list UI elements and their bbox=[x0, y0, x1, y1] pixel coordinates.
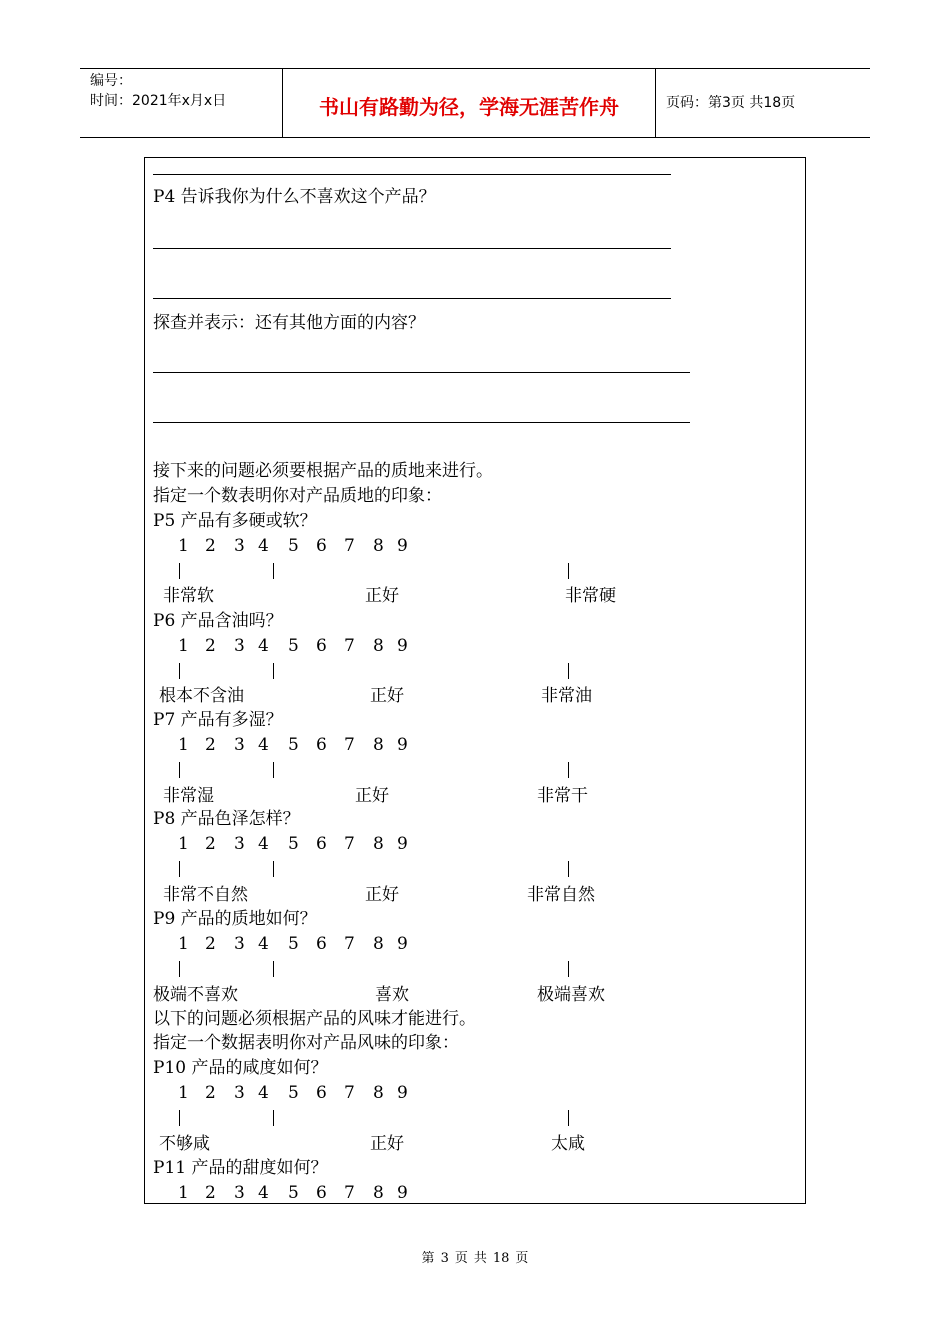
scale-number: 6 bbox=[316, 1083, 327, 1103]
scale-tick bbox=[179, 762, 180, 778]
question-p4: P4 告诉我你为什么不喜欢这个产品？ bbox=[153, 187, 436, 207]
scale-number: 4 bbox=[258, 536, 269, 556]
scale-tick bbox=[273, 663, 274, 679]
scale-number: 8 bbox=[373, 735, 384, 755]
scale-number: 9 bbox=[397, 536, 408, 556]
scale-number: 7 bbox=[344, 735, 355, 755]
scale-tick bbox=[568, 563, 569, 579]
scale-number: 9 bbox=[397, 834, 408, 854]
number-label: 编号： bbox=[90, 73, 132, 89]
footer-total-num: 18 bbox=[492, 1251, 510, 1266]
scale-left-label: 不够咸 bbox=[159, 1134, 210, 1154]
scale-mid-label: 正好 bbox=[365, 885, 399, 905]
scale-tick bbox=[273, 861, 274, 877]
scale-number: 9 bbox=[397, 1083, 408, 1103]
scale-number: 7 bbox=[344, 934, 355, 954]
scale-number: 1 bbox=[178, 735, 189, 755]
scale-left-label: 非常不自然 bbox=[163, 885, 248, 905]
scale-number: 2 bbox=[205, 934, 216, 954]
scale-number: 7 bbox=[344, 636, 355, 656]
scale-number: 5 bbox=[288, 735, 299, 755]
scale-number: 8 bbox=[373, 1083, 384, 1103]
scale-number: 9 bbox=[397, 636, 408, 656]
page-header bbox=[80, 68, 870, 138]
scale-left-label: 非常软 bbox=[163, 586, 214, 606]
texture-intro-2: 指定一个数表明你对产品质地的印象： bbox=[153, 486, 442, 506]
scale-number: 5 bbox=[288, 1183, 299, 1203]
texture-intro-1: 接下来的问题必须要根据产品的质地来进行。 bbox=[153, 461, 493, 481]
answer-line bbox=[153, 422, 690, 423]
scale-right-label: 非常自然 bbox=[527, 885, 595, 905]
scale-mid-label: 正好 bbox=[370, 1134, 404, 1154]
scale-left-label: 根本不含油 bbox=[159, 686, 244, 706]
question-p5: P5 产品有多硬或软？ bbox=[153, 511, 317, 531]
scale-number: 9 bbox=[397, 735, 408, 755]
scale-mid-label: 正好 bbox=[365, 586, 399, 606]
page-info: 页码：第3页 共18页 bbox=[666, 95, 796, 111]
footer-total-unit: 页 bbox=[515, 1251, 529, 1266]
scale-number: 8 bbox=[373, 834, 384, 854]
scale-tick bbox=[179, 563, 180, 579]
scale-number: 8 bbox=[373, 636, 384, 656]
scale-number: 9 bbox=[397, 934, 408, 954]
scale-mid-label: 正好 bbox=[370, 686, 404, 706]
scale-left-label: 非常湿 bbox=[163, 786, 214, 806]
scale-number: 2 bbox=[205, 536, 216, 556]
scale-left-label: 极端不喜欢 bbox=[153, 985, 238, 1005]
time-label: 时间：2021年x月x日 bbox=[90, 93, 227, 109]
scale-number: 3 bbox=[234, 735, 245, 755]
footer-page-unit: 页 bbox=[454, 1251, 468, 1266]
scale-number: 4 bbox=[258, 636, 269, 656]
scale-number: 5 bbox=[288, 636, 299, 656]
scale-right-label: 太咸 bbox=[551, 1134, 585, 1154]
scale-tick bbox=[568, 961, 569, 977]
scale-number: 3 bbox=[234, 536, 245, 556]
scale-number: 2 bbox=[205, 1083, 216, 1103]
scale-number: 2 bbox=[205, 834, 216, 854]
flavor-intro-1: 以下的问题必须根据产品的风味才能进行。 bbox=[153, 1009, 476, 1029]
scale-number: 1 bbox=[178, 1083, 189, 1103]
question-p11: P11 产品的甜度如何？ bbox=[153, 1158, 328, 1178]
scale-right-label: 极端喜欢 bbox=[537, 985, 605, 1005]
scale-tick bbox=[568, 762, 569, 778]
scale-number: 3 bbox=[234, 934, 245, 954]
scale-tick bbox=[179, 1110, 180, 1126]
footer-page-num: 3 bbox=[440, 1251, 449, 1266]
answer-line bbox=[153, 298, 671, 299]
scale-number: 3 bbox=[234, 1083, 245, 1103]
scale-number: 2 bbox=[205, 735, 216, 755]
scale-tick bbox=[273, 563, 274, 579]
page-footer bbox=[0, 1247, 950, 1266]
scale-number: 4 bbox=[258, 1183, 269, 1203]
flavor-intro-2: 指定一个数据表明你对产品风味的印象： bbox=[153, 1033, 459, 1053]
scale-number: 3 bbox=[234, 636, 245, 656]
scale-number: 8 bbox=[373, 536, 384, 556]
scale-tick bbox=[568, 861, 569, 877]
scale-number: 7 bbox=[344, 1083, 355, 1103]
question-p10: P10 产品的咸度如何？ bbox=[153, 1058, 328, 1078]
scale-number: 9 bbox=[397, 1183, 408, 1203]
header-meta-cell bbox=[80, 69, 282, 137]
scale-number: 1 bbox=[178, 636, 189, 656]
scale-mid-label: 喜欢 bbox=[375, 985, 409, 1005]
scale-tick bbox=[179, 961, 180, 977]
scale-number: 6 bbox=[316, 536, 327, 556]
scale-tick bbox=[568, 1110, 569, 1126]
scale-number: 3 bbox=[234, 834, 245, 854]
scale-number: 6 bbox=[316, 934, 327, 954]
scale-number: 5 bbox=[288, 536, 299, 556]
scale-tick bbox=[273, 961, 274, 977]
scale-right-label: 非常油 bbox=[541, 686, 592, 706]
scale-number: 6 bbox=[316, 834, 327, 854]
question-p8: P8 产品色泽怎样？ bbox=[153, 809, 300, 829]
scale-number: 8 bbox=[373, 1183, 384, 1203]
scale-number: 7 bbox=[344, 1183, 355, 1203]
scale-number: 2 bbox=[205, 636, 216, 656]
scale-number: 7 bbox=[344, 536, 355, 556]
scale-number: 5 bbox=[288, 934, 299, 954]
scale-tick bbox=[273, 762, 274, 778]
header-page-cell bbox=[656, 69, 870, 137]
answer-line bbox=[153, 174, 671, 175]
scale-number: 2 bbox=[205, 1183, 216, 1203]
scale-tick bbox=[273, 1110, 274, 1126]
question-p7: P7 产品有多湿？ bbox=[153, 710, 283, 730]
scale-tick bbox=[179, 663, 180, 679]
answer-line bbox=[153, 372, 690, 373]
scale-mid-label: 正好 bbox=[355, 786, 389, 806]
footer-page-word: 第 bbox=[421, 1251, 435, 1266]
answer-line bbox=[153, 248, 671, 249]
scale-number: 6 bbox=[316, 735, 327, 755]
scale-number: 5 bbox=[288, 834, 299, 854]
scale-number: 3 bbox=[234, 1183, 245, 1203]
scale-number: 5 bbox=[288, 1083, 299, 1103]
scale-number: 6 bbox=[316, 1183, 327, 1203]
scale-number: 1 bbox=[178, 834, 189, 854]
scale-right-label: 非常干 bbox=[537, 786, 588, 806]
question-p6: P6 产品含油吗？ bbox=[153, 611, 283, 631]
questionnaire-box bbox=[144, 157, 806, 1204]
motto-text: 书山有路勤为径，学海无涯苦作舟 bbox=[319, 95, 619, 119]
scale-number: 7 bbox=[344, 834, 355, 854]
scale-number: 4 bbox=[258, 1083, 269, 1103]
scale-number: 6 bbox=[316, 636, 327, 656]
scale-number: 4 bbox=[258, 735, 269, 755]
scale-right-label: 非常硬 bbox=[565, 586, 616, 606]
question-p9: P9 产品的质地如何？ bbox=[153, 909, 317, 929]
scale-number: 4 bbox=[258, 934, 269, 954]
header-motto-cell bbox=[282, 69, 656, 137]
probe-text: 探查并表示：还有其他方面的内容？ bbox=[153, 313, 425, 333]
scale-tick bbox=[568, 663, 569, 679]
scale-number: 4 bbox=[258, 834, 269, 854]
scale-number: 1 bbox=[178, 536, 189, 556]
scale-tick bbox=[179, 861, 180, 877]
scale-number: 1 bbox=[178, 1183, 189, 1203]
footer-total-word: 共 bbox=[473, 1251, 487, 1266]
scale-number: 1 bbox=[178, 934, 189, 954]
scale-number: 8 bbox=[373, 934, 384, 954]
